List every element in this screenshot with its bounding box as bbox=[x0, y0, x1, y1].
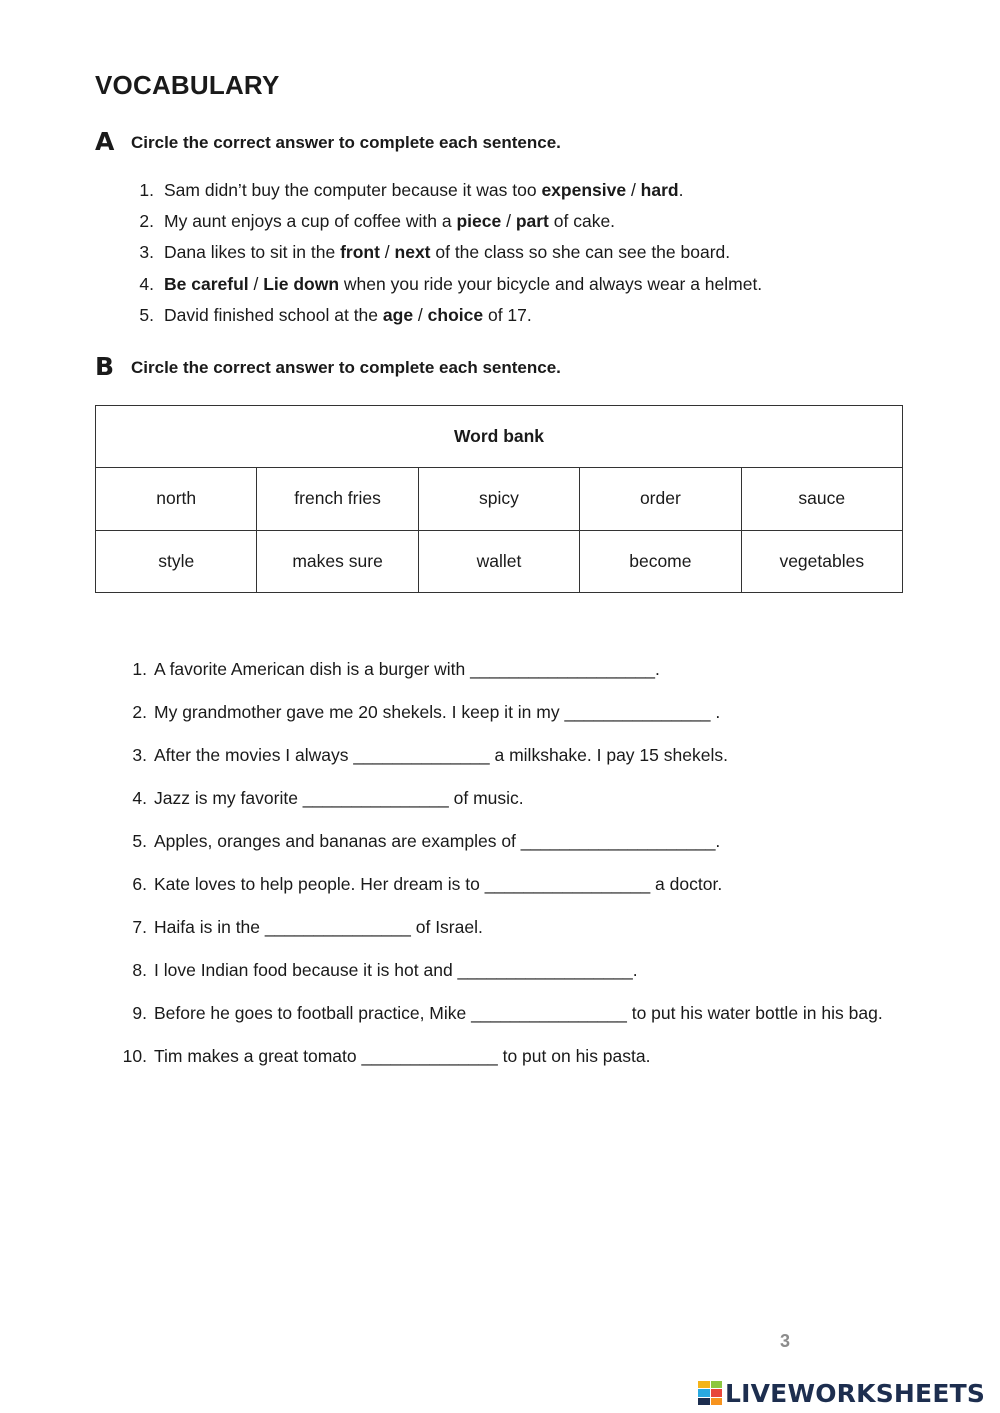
section-b-item bbox=[115, 783, 905, 815]
liveworksheets-logo-icon bbox=[698, 1381, 722, 1405]
section-b-item bbox=[115, 912, 905, 944]
liveworksheets-logo[interactable] bbox=[698, 1377, 985, 1409]
item-text-end: when you ride your bicycle and always wear a helmet. bbox=[339, 273, 763, 294]
word-bank-cell: vegetables bbox=[741, 530, 902, 592]
section-a-list bbox=[115, 178, 762, 334]
section-a-item bbox=[115, 209, 762, 240]
item-text-end: of the class so she can see the board. bbox=[430, 242, 731, 263]
word-bank-cell: makes sure bbox=[257, 530, 418, 592]
section-a-item bbox=[115, 272, 762, 303]
fill-blank-sentence[interactable]: Tim makes a great tomato ______________ to put on his pasta. bbox=[154, 1046, 651, 1066]
item-number: 2. bbox=[139, 211, 154, 232]
item-number: 1. bbox=[132, 659, 147, 679]
choice-option-2[interactable]: choice bbox=[427, 304, 484, 325]
word-bank-cell: order bbox=[580, 468, 741, 530]
section-b-item bbox=[115, 654, 905, 686]
section-a-item bbox=[115, 303, 762, 334]
fill-blank-sentence[interactable]: My grandmother gave me 20 shekels. I keep it in my _______________ . bbox=[154, 702, 721, 722]
item-text-end: . bbox=[678, 180, 684, 200]
item-number: 3. bbox=[139, 242, 154, 263]
fill-blank-sentence[interactable]: Kate loves to help people. Her dream is to _________________ a doctor. bbox=[154, 874, 723, 894]
item-number: 5. bbox=[132, 831, 147, 851]
word-bank-cell: french fries bbox=[257, 468, 418, 530]
fill-blank-sentence[interactable]: Before he goes to football practice, Mike ________________ to put his water bottle in his bag. bbox=[154, 1003, 883, 1023]
page-number: 3 bbox=[780, 1331, 791, 1351]
choice-option-2[interactable]: next bbox=[394, 242, 431, 263]
choice-separator: / bbox=[626, 180, 641, 200]
page-title: VOCABULARY bbox=[95, 70, 280, 100]
section-b-item bbox=[115, 826, 905, 858]
section-b-list bbox=[115, 654, 905, 1084]
word-bank-cell: north bbox=[96, 468, 257, 530]
word-bank-table bbox=[95, 405, 903, 593]
item-number: 10. bbox=[122, 1046, 147, 1066]
section-b-item bbox=[115, 697, 905, 729]
item-number: 6. bbox=[132, 874, 147, 894]
fill-blank-sentence[interactable]: After the movies I always ______________ a milkshake. I pay 15 shekels. bbox=[154, 745, 728, 765]
choice-option-2[interactable]: hard bbox=[640, 180, 679, 200]
section-a-instruction: Circle the correct answer to complete each sentence. bbox=[131, 133, 561, 152]
word-bank-cell: wallet bbox=[418, 530, 579, 592]
word-bank-title: Word bank bbox=[96, 406, 903, 468]
item-text-end: of 17. bbox=[483, 304, 532, 325]
item-number: 9. bbox=[132, 1003, 147, 1023]
fill-blank-sentence[interactable]: Apples, oranges and bananas are examples of ____________________. bbox=[154, 831, 721, 851]
choice-option-1[interactable]: age bbox=[382, 304, 414, 325]
word-bank-cell: sauce bbox=[741, 468, 902, 530]
item-number: 3. bbox=[132, 745, 147, 765]
section-b-instruction: Circle the correct answer to complete each sentence. bbox=[131, 358, 561, 377]
word-bank-cell: spicy bbox=[418, 468, 579, 530]
choice-option-1[interactable]: front bbox=[340, 242, 380, 263]
brand-name: LIVEWORKSHEETS bbox=[725, 1378, 986, 1408]
word-bank-cell: become bbox=[580, 530, 741, 592]
choice-option-1[interactable]: Be careful bbox=[164, 273, 249, 294]
section-b-item bbox=[115, 1041, 905, 1073]
choice-option-2[interactable]: part bbox=[515, 211, 549, 232]
item-number: 7. bbox=[132, 917, 147, 937]
item-text: David finished school at the bbox=[164, 304, 383, 325]
item-text: My aunt enjoys a cup of coffee with a bbox=[164, 211, 457, 232]
choice-option-2[interactable]: Lie down bbox=[263, 273, 340, 294]
fill-blank-sentence[interactable]: I love Indian food because it is hot and __________________. bbox=[154, 960, 638, 980]
item-number: 4. bbox=[132, 788, 147, 808]
choice-separator: / bbox=[248, 273, 264, 294]
section-b-letter: B bbox=[95, 352, 115, 381]
choice-separator: / bbox=[379, 242, 395, 263]
item-number: 1. bbox=[139, 180, 154, 200]
choice-option-1[interactable]: expensive bbox=[541, 180, 627, 200]
fill-blank-sentence[interactable]: Jazz is my favorite _______________ of music. bbox=[154, 788, 524, 808]
word-bank-cell: style bbox=[96, 530, 257, 592]
item-number: 8. bbox=[132, 960, 147, 980]
section-b-item bbox=[115, 740, 905, 772]
choice-separator: / bbox=[501, 211, 516, 232]
section-a-item bbox=[115, 240, 762, 271]
section-b-item bbox=[115, 998, 905, 1030]
section-a-letter: A bbox=[95, 127, 115, 156]
item-text: Sam didn’t buy the computer because it was too bbox=[164, 180, 542, 200]
choice-option-1[interactable]: piece bbox=[456, 211, 502, 232]
choice-separator: / bbox=[413, 304, 428, 325]
item-text-end: of cake. bbox=[548, 211, 616, 232]
fill-blank-sentence[interactable]: A favorite American dish is a burger with ___________________. bbox=[154, 659, 660, 679]
item-text: Dana likes to sit in the bbox=[164, 242, 341, 263]
section-a-item bbox=[115, 178, 762, 209]
item-number: 2. bbox=[132, 702, 147, 722]
item-number: 4. bbox=[139, 273, 154, 294]
item-number: 5. bbox=[139, 304, 154, 325]
section-b-item bbox=[115, 955, 905, 987]
fill-blank-sentence[interactable]: Haifa is in the _______________ of Israel. bbox=[154, 917, 483, 937]
section-b-item bbox=[115, 869, 905, 901]
